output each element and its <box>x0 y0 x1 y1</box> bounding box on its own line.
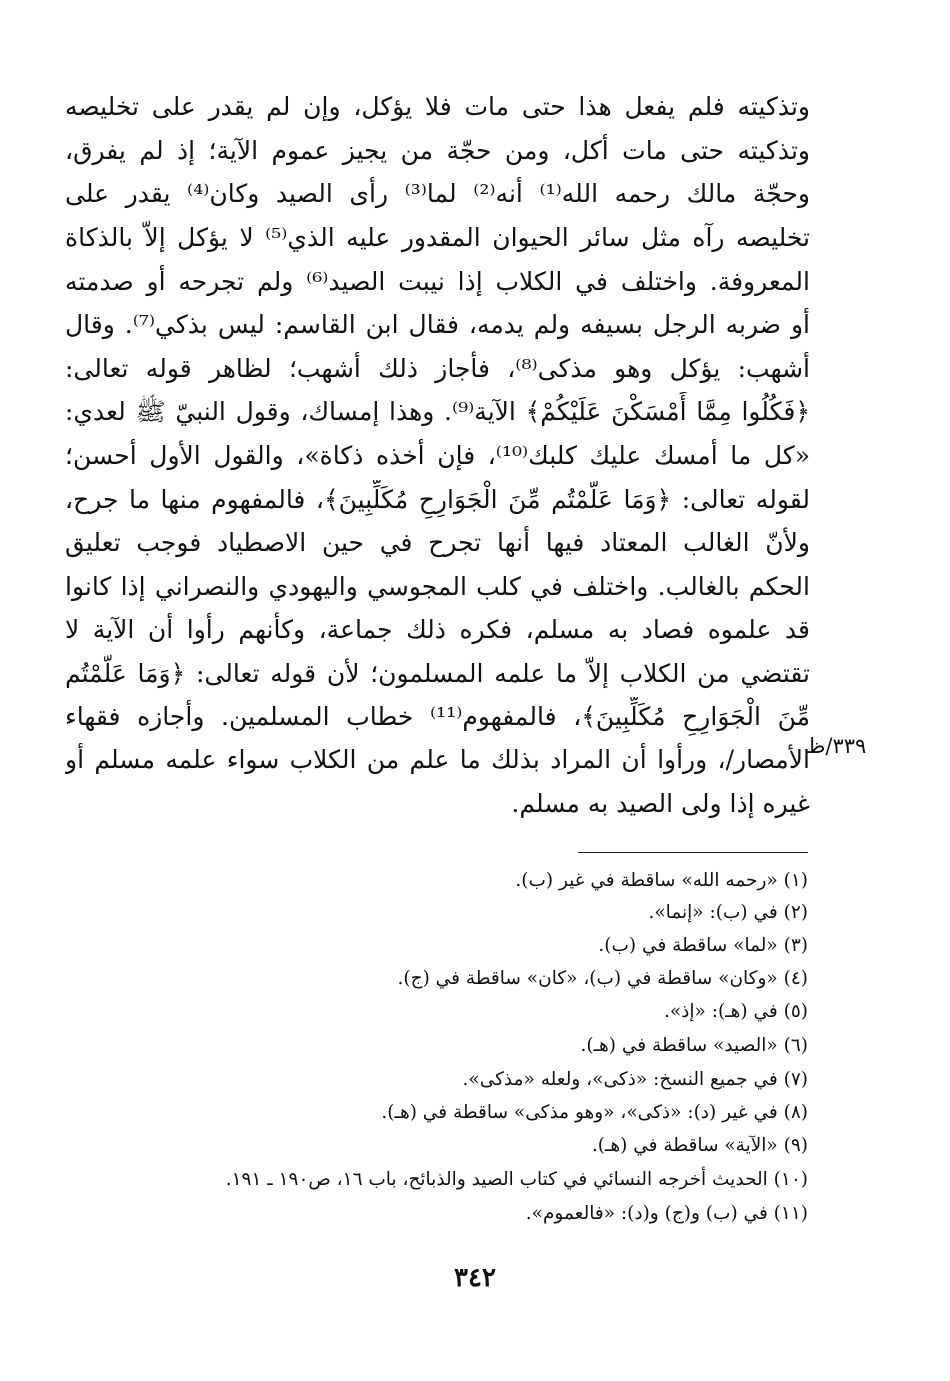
footnote-3: (٣) «لما» ساقطة في (ب). <box>598 935 808 956</box>
text-line-9: «كل ما أمسك عليك كلبك⁽¹⁰⁾، فإن أخذه ذكاة»، والقول الأول أحسن؛ <box>65 441 810 470</box>
footnote-10: (١٠) الحديث أخرجه النسائي في كتاب الصيد والذبائح، باب ١٦، ص١٩٠ ـ ١٩١. <box>225 1169 808 1190</box>
text-line-11: ولأنّ الغالب المعتاد فيها أنها تجرح في حين الاصطياد فوجب تعليق <box>65 528 810 557</box>
text-line-14: تقتضي من الكلاب إلاّ ما علمه المسلمون؛ لأن قوله تعالى: ﴿وَمَا عَلَّمْتُم <box>65 659 810 688</box>
text-line-8: ﴿فَكُلُوا مِمَّا أَمْسَكْنَ عَلَيْكُمْ﴾ الآية⁽⁹⁾. وهذا إمساك، وقول النبيّ ﷺ لعدي: <box>65 397 810 426</box>
manuscript-folio-marker: ٣٣٩/ظ <box>806 734 867 758</box>
text-line-3: وحجّة مالك رحمه الله⁽¹⁾ أنه⁽²⁾ لما⁽³⁾ رأى الصيد وكان⁽⁴⁾ يقدر على <box>65 179 810 208</box>
footnote-2: (٢) في (ب): «إنما». <box>648 902 808 923</box>
text-line-13: قد علموه فصاد به مسلم، فكره ذلك جماعة، وكأنهم رأوا أن الآية لا <box>65 615 810 644</box>
footnote-8: (٨) في غير (د): «ذكى»، «وهو مذكى» ساقطة في (هـ). <box>381 1102 808 1123</box>
text-line-6: أو ضربه الرجل بسيفه ولم يدمه، فقال ابن القاسم: ليس بذكي⁽⁷⁾. وقال <box>65 310 810 339</box>
footnote-7: (٧) في جميع النسخ: «ذكى»، ولعله «مذكى». <box>462 1069 808 1090</box>
footnote-9: (٩) «الآية» ساقطة في (هـ). <box>591 1135 808 1156</box>
footnote-5: (٥) في (هـ): «إذ». <box>663 1001 808 1022</box>
footnote-1: (١) «رحمه الله» ساقطة في غير (ب). <box>515 870 808 891</box>
footnote-4: (٤) «وكان» ساقطة في (ب)، «كان» ساقطة في (ج). <box>397 968 808 989</box>
text-line-1: وتذكيته فلم يفعل هذا حتى مات فلا يؤكل، وإن لم يقدر على تخليصه <box>65 92 810 121</box>
text-line-4: تخليصه رآه مثل سائر الحيوان المقدور عليه الذي⁽⁵⁾ لا يؤكل إلاّ بالذكاة <box>65 223 810 252</box>
text-line-15: مِّنَ الْجَوَارِحِ مُكَلِّبِينَ﴾، فالمفهوم⁽¹¹⁾ خطاب المسلمين. وأجازه فقهاء <box>65 702 810 731</box>
footnote-11: (١١) في (ب) و(ج) و(د): «فالعموم». <box>525 1203 808 1224</box>
text-line-7: أشهب: يؤكل وهو مذكى⁽⁸⁾، فأجاز ذلك أشهب؛ لظاهر قوله تعالى: <box>65 354 810 383</box>
text-line-2: وتذكيته حتى مات أكل، ومن حجّة من يجيز عموم الآية؛ إذ لم يفرق، <box>65 136 810 165</box>
footnote-6: (٦) «الصيد» ساقطة في (هـ). <box>580 1035 808 1056</box>
text-line-5: المعروفة. واختلف في الكلاب إذا نيبت الصيد⁽⁶⁾ ولم تجرحه أو صدمته <box>65 267 810 296</box>
footnote-separator <box>578 852 808 853</box>
text-line-10: لقوله تعالى: ﴿وَمَا عَلَّمْتُم مِّنَ الْجَوَارِحِ مُكَلِّبِينَ﴾، فالمفهوم منها ما جرح، <box>65 485 810 514</box>
text-line-12: الحكم بالغالب. واختلف في كلب المجوسي واليهودي والنصراني إذا كانوا <box>65 572 810 601</box>
text-line-16: الأمصار/، ورأوا أن المراد بذلك ما علم من الكلاب سواء علمه مسلم أو <box>65 745 810 774</box>
text-line-17: غيره إذا ولى الصيد به مسلم. <box>511 789 810 818</box>
page-number: ٣٤٢ <box>454 1263 496 1293</box>
